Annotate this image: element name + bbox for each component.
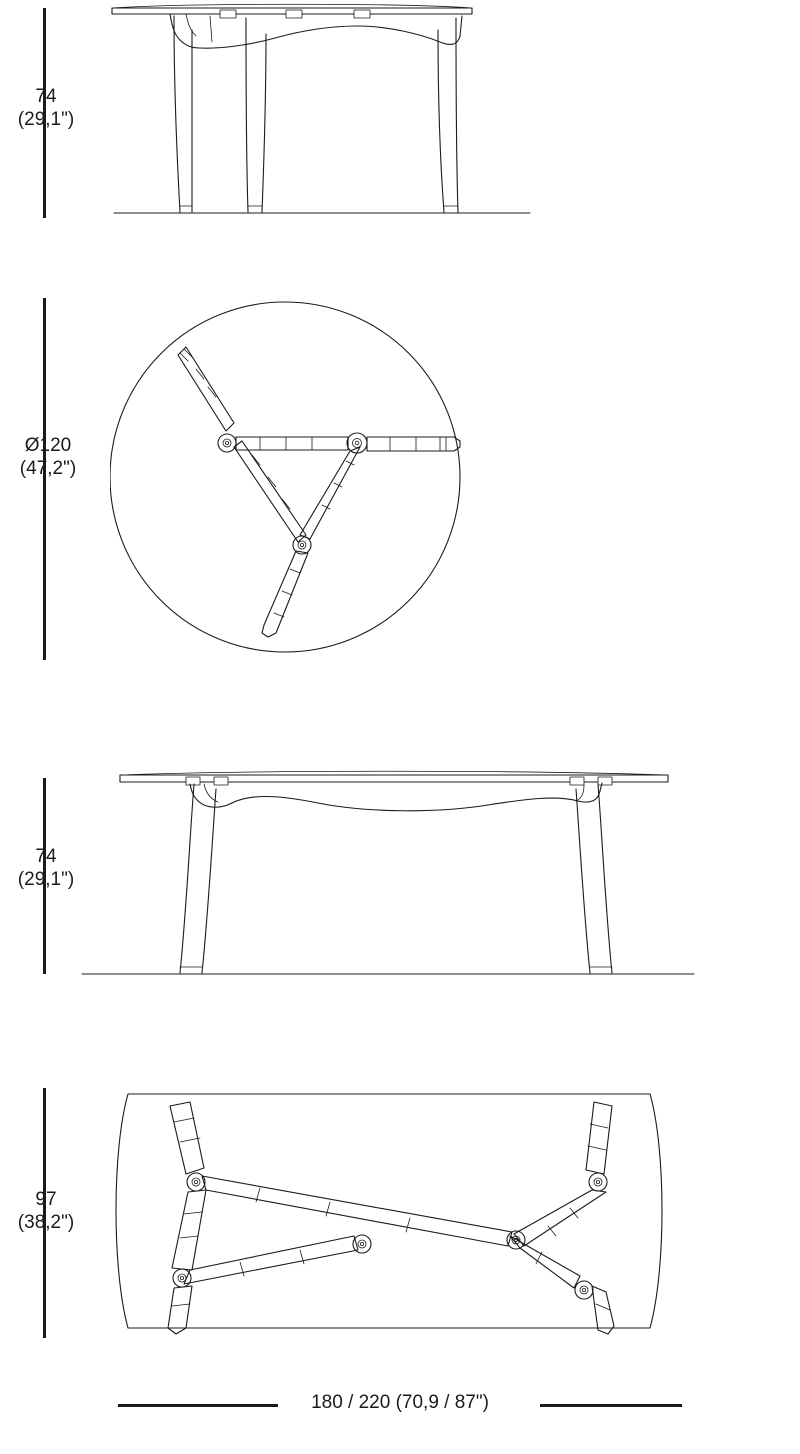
- dimension-value-imperial: (29,1"): [17, 109, 75, 130]
- dimension-value-metric: 74: [35, 846, 57, 867]
- dimension-value-imperial: (38,2"): [17, 1212, 75, 1233]
- dimension-value-metric: 97: [35, 1189, 57, 1210]
- dimension-label-depth-rect: [0, 1188, 92, 1234]
- dimension-value-imperial: (29,1"): [17, 869, 75, 890]
- dimension-bar-width-right: [540, 1404, 682, 1407]
- dimension-value-metric: Ø120: [24, 435, 72, 456]
- view-side-elevation-rect: [78, 765, 698, 980]
- dimension-label-height-round: [0, 85, 92, 131]
- dimension-value-imperial: (47,2"): [19, 458, 77, 479]
- dimension-label-diameter: [0, 434, 96, 480]
- dimension-value-metric: 74: [35, 86, 57, 107]
- view-top-rect: [110, 1080, 680, 1350]
- view-top-round: [110, 295, 480, 665]
- dimension-label-width: 180 / 220 (70,9 / 87"): [311, 1392, 489, 1413]
- view-side-elevation-round: [100, 0, 540, 230]
